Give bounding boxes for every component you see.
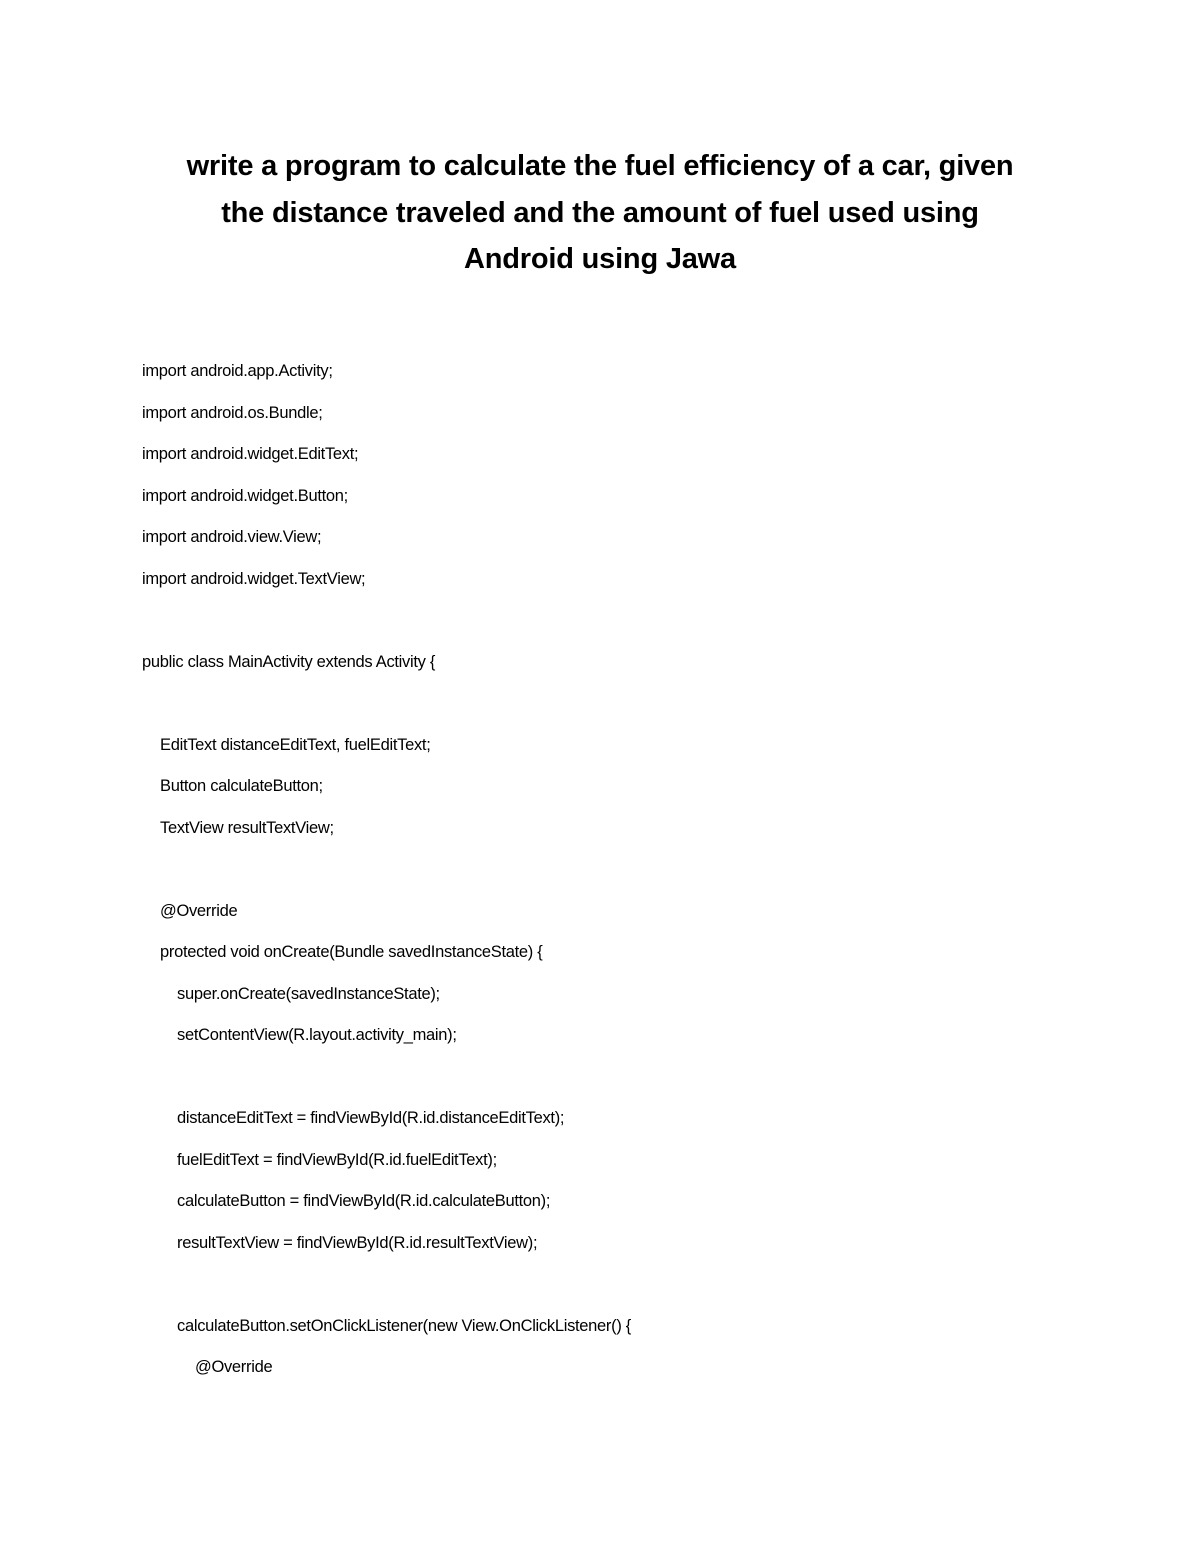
code-line: distanceEditText = findViewById(R.id.distanceEditText);: [177, 1109, 565, 1127]
code-line: resultTextView = findViewById(R.id.resultTextView);: [177, 1234, 538, 1252]
code-line: protected void onCreate(Bundle savedInstanceState) {: [160, 943, 543, 961]
code-line: TextView resultTextView;: [160, 819, 334, 837]
code-line: calculateButton = findViewById(R.id.calculateButton);: [177, 1192, 551, 1210]
code-line: import android.widget.EditText;: [142, 445, 359, 463]
code-line: import android.os.Bundle;: [142, 404, 323, 422]
code-line: EditText distanceEditText, fuelEditText;: [160, 736, 431, 754]
code-line: calculateButton.setOnClickListener(new View.OnClickListener() {: [177, 1317, 632, 1335]
code-line: import android.widget.Button;: [142, 487, 348, 505]
code-line: import android.view.View;: [142, 528, 322, 546]
code-line: @Override: [195, 1358, 273, 1376]
code-line: public class MainActivity extends Activity {: [142, 653, 436, 671]
code-line: @Override: [160, 902, 238, 920]
title-line-2: the distance traveled and the amount of fuel used using: [221, 196, 979, 229]
code-line: import android.app.Activity;: [142, 362, 333, 380]
code-line: super.onCreate(savedInstanceState);: [177, 985, 440, 1003]
code-line: import android.widget.TextView;: [142, 570, 366, 588]
code-line: fuelEditText = findViewById(R.id.fuelEditText);: [177, 1151, 497, 1169]
document-title: [100, 143, 1100, 283]
code-line: Button calculateButton;: [160, 777, 323, 795]
title-line-3: Android using Jawa: [464, 243, 736, 275]
code-line: setContentView(R.layout.activity_main);: [177, 1026, 457, 1044]
title-line-1: write a program to calculate the fuel efficiency of a car, given: [186, 150, 1014, 182]
